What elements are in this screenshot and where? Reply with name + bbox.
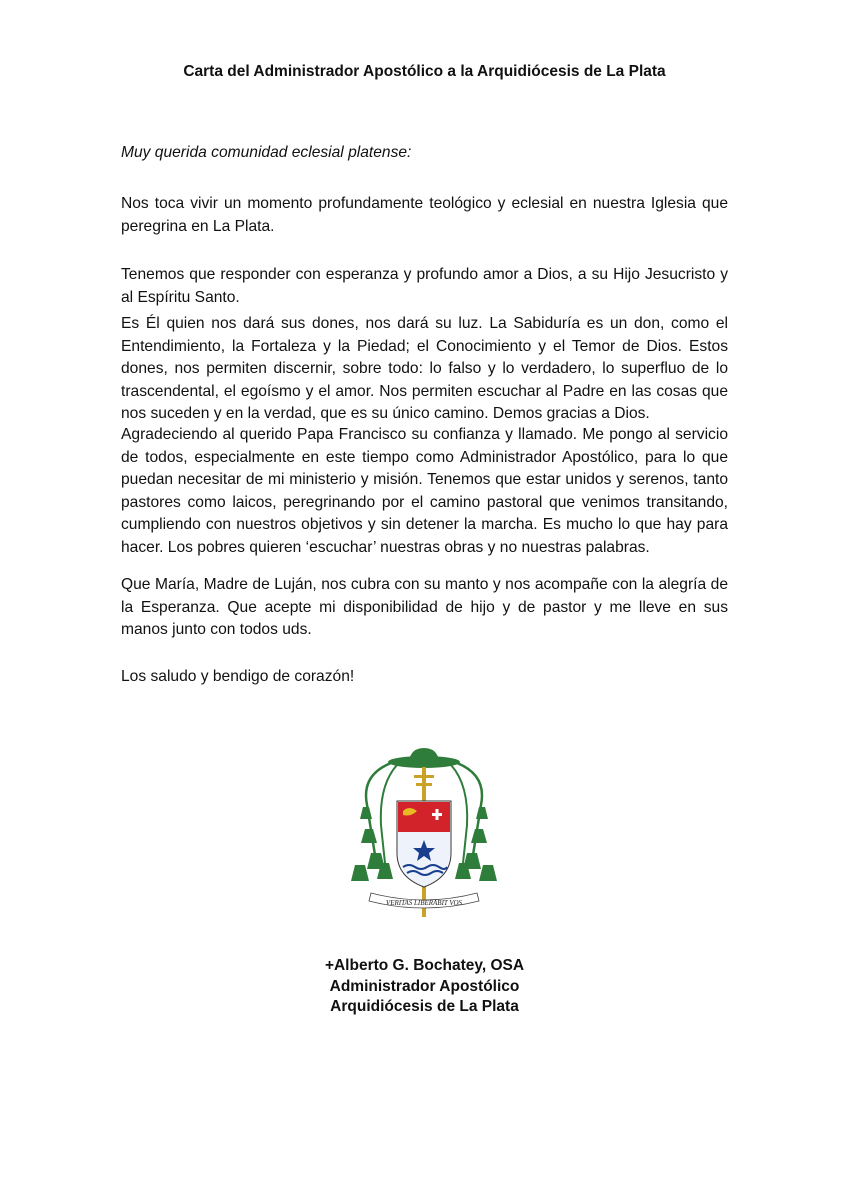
paragraph-5: Que María, Madre de Luján, nos cubra con su manto y nos acompañe con la alegría de la Esperanza. Que acepte mi disponibilidad de hijo y de pastor y me lleve en sus manos junto con todos uds. — [121, 576, 728, 639]
signature-role: Administrador Apostólico — [329, 977, 520, 995]
signature-block — [0, 956, 849, 1018]
signature-diocese: Arquidiócesis de La Plata — [330, 998, 519, 1015]
coat-of-arms-icon — [351, 745, 497, 925]
greeting: Muy querida comunidad eclesial platense: — [121, 144, 412, 161]
crest-motto: VERITAS LIBERABIT VOS — [385, 899, 463, 907]
coat-of-arms — [351, 745, 497, 925]
closing-line: Los saludo y bendigo de corazón! — [121, 668, 355, 685]
paragraph-4: Agradeciendo al querido Papa Francisco su confianza y llamado. Me pongo al servicio de todos, especialmente en este tiempo como Administrador Apostólico, para lo que puedan necesitar de mi ministerio y misión. Tenemos que estar unidos y serenos, tanto pastores como laicos, peregrinando por el camino pastoral que venimos transitando, cumpliendo con nuestros objetivos y sin detener la marcha. Es mucho lo que hay para hacer. Los pobres quieren ‘escuchar’ nuestras obras y no nuestras palabras. — [121, 426, 728, 556]
paragraph-2: Tenemos que responder con esperanza y profundo amor a Dios, a su Hijo Jesucristo y al Espíritu Santo. — [121, 266, 728, 306]
signature-name: +Alberto G. Bochatey, OSA — [324, 957, 525, 974]
paragraph-3: Es Él quien nos dará sus dones, nos dará su luz. La Sabiduría es un don, como el Entendimiento, la Fortaleza y la Piedad; el Conocimiento y el Temor de Dios. Estos dones, nos permiten discernir, sobre todo: lo falso y lo verdadero, lo superfluo de lo trascendental, el egoísmo y el amor. Nos permiten escuchar al Padre en las cosas que nos suceden y en la verdad, que es su único camino. Demos gracias a Dios. — [121, 315, 728, 423]
letter-title: Carta del Administrador Apostólico a la Arquidiócesis de La Plata — [183, 63, 666, 80]
paragraph-1: Nos toca vivir un momento profundamente teológico y eclesial en nuestra Iglesia que peregrina en La Plata. — [121, 195, 728, 235]
